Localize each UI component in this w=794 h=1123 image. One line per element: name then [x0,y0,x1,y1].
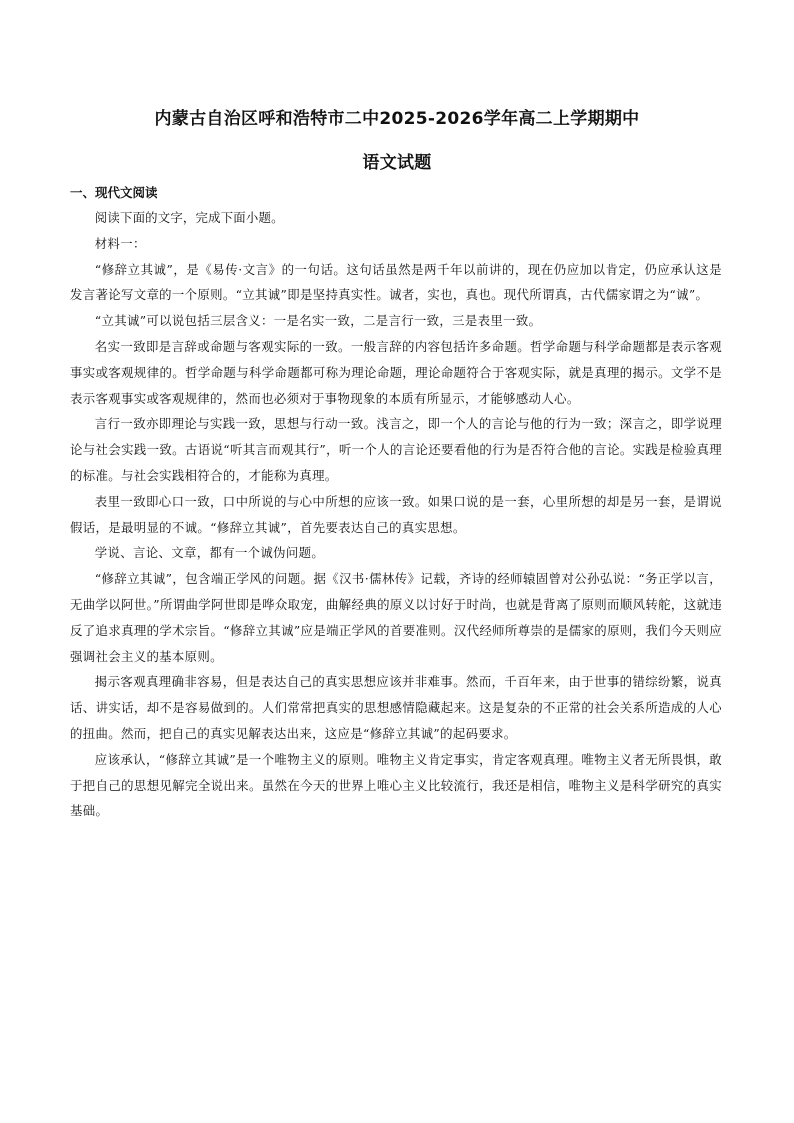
document-title: 内蒙古自治区呼和浩特市二中2025-2026学年高二上学期期中 [154,109,640,129]
paragraph: 应该承认，“修辞立其诚”是一个唯物主义的原则。唯物主义肯定事实，肯定客观真理。唯物主义者无所畏惧，敢于把自己的思想见解完全说出来。虽然在今天的世界上唯心主义比较流行，我还是相信，唯物主义是科学研究的真实基础。 [70,751,722,819]
paragraph: 学说、言论、文章，都有一个诚伪问题。 [94,545,325,561]
document-subtitle: 语文试题 [362,153,432,173]
document-body [70,205,722,824]
paragraph: 言行一致亦即理论与实践一致，思想与行动一致。浅言之，即一个人的言论与他的行为一致；深言之，即学说理论与社会实践一致。古语说“听其言而观其行”，听一个人的言论还要看他的行为是否符合他的言论。实践是检验真理的标准。与社会实践相符合的，才能称为真理。 [70,416,722,483]
paragraph: 名实一致即是言辞或命题与客观实际的一致。一般言辞的内容包括许多命题。哲学命题与科学命题都是表示客观事实或客观规律的。哲学命题与科学命题都可称为理论命题，理论命题符合于客观实际，就是真理的揭示。文学不是表示客观事实或客观规律的，然而也必须对于事物现象的本质有所显示，才能够感动人心。 [70,338,722,406]
paragraph: “立其诚”可以说包括三层含义：一是名实一致，二是言行一致，三是表里一致。 [94,313,542,329]
paragraph: 揭示客观真理确非容易，但是表达自己的真实思想应该并非难事。然而，千百年来，由于世事的错综纷繁，说真话、讲实话，却不是容易做到的。人们常常把真实的思想感情隐藏起来。这是复杂的不正常的社会关系所造成的人心的扭曲。然而，把自己的真实见解表达出来，这应是“修辞立其诚”的起码要求。 [70,674,722,741]
instruction-text: 阅读下面的文字，完成下面小题。 [94,210,284,225]
material-label: 材料一： [94,235,146,251]
paragraph: “修辞立其诚”，包含端正学风的问题。据《汉书·儒林传》记载，齐诗的经师辕固曾对公孙弘说：“务正学以言，无曲学以阿世。”所谓曲学阿世即是哗众取宠，曲解经典的原义以讨好于时尚，也就是背离了原则而顺风转舵，这就违反了追求真理的学术宗旨。“修辞立其诚”应是端正学风的首要准则。汉代经师所尊崇的是儒家的原则，我们今天则应强调社会主义的基本原则。 [70,571,722,664]
paragraph: 表里一致即心口一致，口中所说的与心中所想的应该一致。如果口说的是一套，心里所想的却是另一套，是谓说假话，是最明显的不诚。“修辞立其诚”，首先要表达自己的真实思想。 [70,493,722,535]
paragraph: “修辞立其诚”，是《易传·文言》的一句话。这句话虽然是两千年以前讲的，现在仍应加以肯定，仍应承认这是发言著论写文章的一个原则。“立其诚”即是坚持真实性。诚者，实也，真也。现代所谓真，古代儒家谓之为“诚”。 [70,261,722,303]
section-heading: 一、现代文阅读 [70,185,158,200]
